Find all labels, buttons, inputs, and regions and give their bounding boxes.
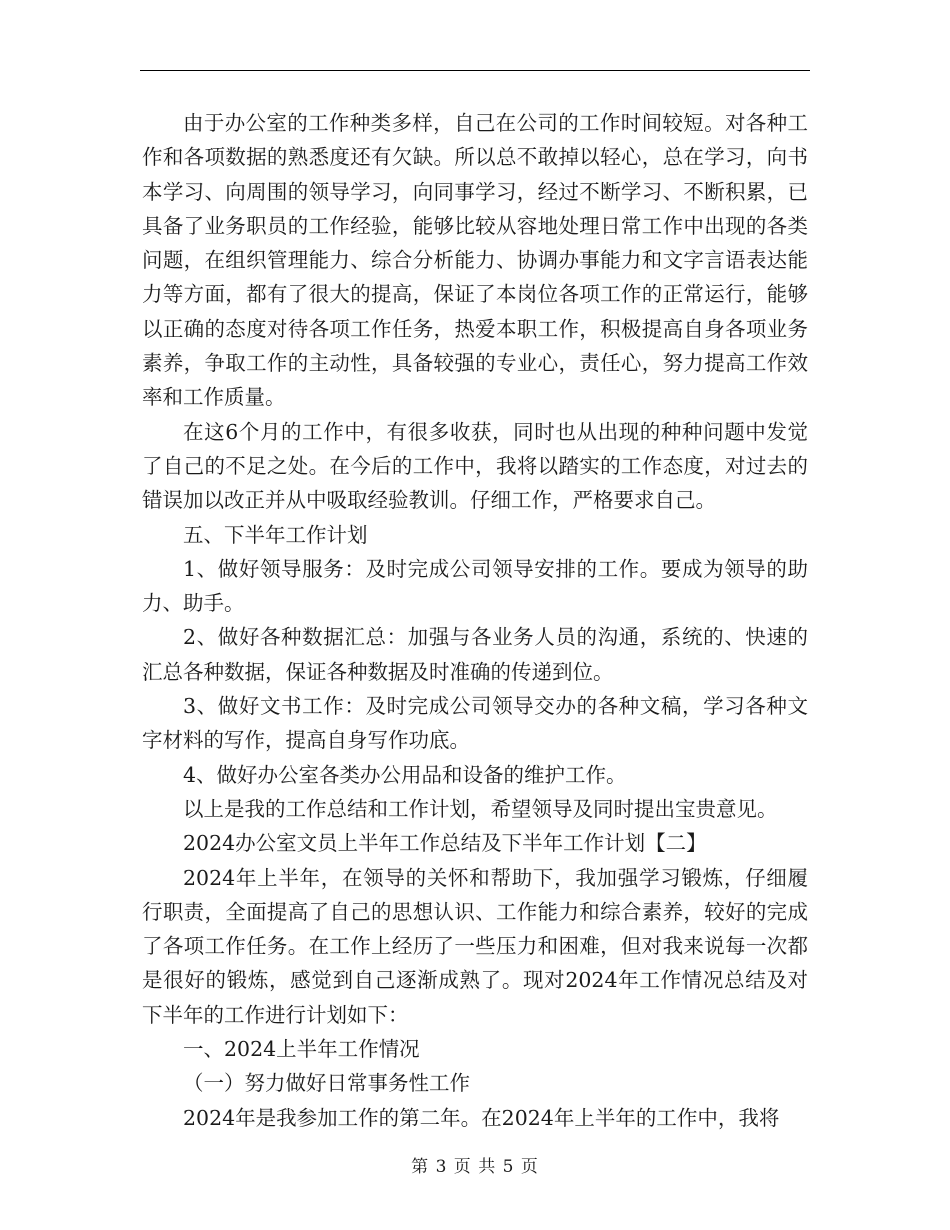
- plan-item-2: 2、做好各种数据汇总：加强与各业务人员的沟通，系统的、快速的汇总各种数据，保证各种数据及时准确的传递到位。: [142, 625, 808, 684]
- paragraph-closing: 以上是我的工作总结和工作计划，希望领导及同时提出宝贵意见。: [183, 796, 778, 821]
- plan-item-3: 3、做好文书工作：及时完成公司领导交办的各种文稿，学习各种文字材料的写作，提高自身写作功底。: [142, 694, 808, 753]
- section-title-part-two: 2024办公室文员上半年工作总结及下半年工作计划【二】: [183, 831, 707, 856]
- header-rule: [140, 70, 810, 71]
- paragraph-intro-2024: 2024年上半年，在领导的关怀和帮助下，我加强学习锻炼，仔细履行职责，全面提高了自己的思想认识、工作能力和综合素养，较好的完成了各项工作任务。在工作上经历了一些压力和困难，但对我来说每一次都是很好的锻炼，感觉到自己逐渐成熟了。现对2024年工作情况总结及对下半年的工作进行计划如下：: [142, 865, 808, 1027]
- paragraph-second-year: 2024年是我参加工作的第二年。在2024年上半年的工作中，我将: [183, 1105, 780, 1130]
- plan-item-4: 4、做好办公室各类办公用品和设备的维护工作。: [183, 762, 627, 787]
- paragraph-office-experience: 由于办公室的工作种类多样，自己在公司的工作时间较短。对各种工作和各项数据的熟悉度还有欠缺。所以总不敢掉以轻心，总在学习，向书本学习、向周围的领导学习，向同事学习，经过不断学习、不断积累，已具备了业务职员的工作经验，能够比较从容地处理日常工作中出现的各类问题，在组织管理能力、综合分析能力、协调办事能力和文字言语表达能力等方面，都有了很大的提高，保证了本岗位各项工作的正常运行，能够以正确的态度对待各项工作任务，热爱本职工作，积极提高自身各项业务素养，争取工作的主动性，具备较强的专业心，责任心，努力提高工作效率和工作质量。: [142, 111, 808, 410]
- document-body: [142, 106, 808, 1135]
- page-number: 第 3 页 共 5 页: [411, 1157, 539, 1177]
- heading-first-half-situation: 一、2024上半年工作情况: [183, 1037, 420, 1062]
- paragraph-six-months: 在这6个月的工作中，有很多收获，同时也从出现的种种问题中发觉了自己的不足之处。在今后的工作中，我将以踏实的工作态度，对过去的错误加以改正并从中吸取经验教训。仔细工作，严格要求自己。: [142, 419, 808, 513]
- heading-second-half-plan: 五、下半年工作计划: [183, 522, 368, 547]
- subheading-daily-affairs: （一）努力做好日常事务性工作: [183, 1071, 470, 1096]
- plan-item-1: 1、做好领导服务：及时完成公司领导安排的工作。要成为领导的助力、助手。: [142, 556, 808, 616]
